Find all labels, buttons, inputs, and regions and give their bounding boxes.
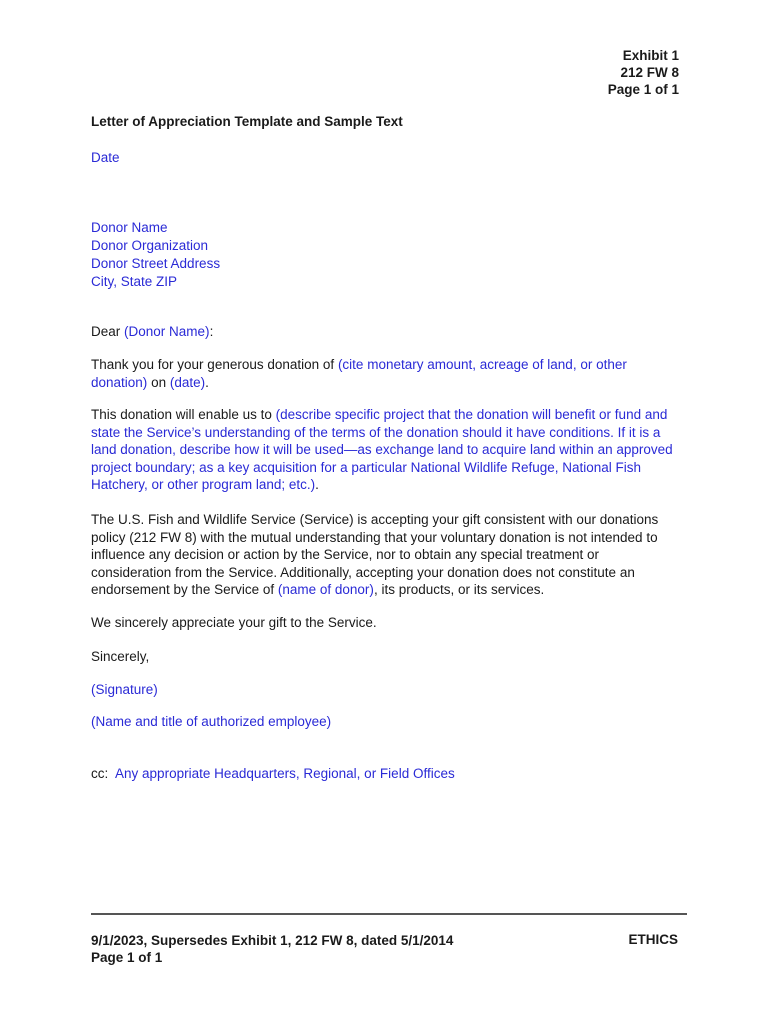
para2-text: This donation will enable us to xyxy=(91,407,272,422)
salutation-donor-name: (Donor Name) xyxy=(124,324,210,339)
para1-period: . xyxy=(205,374,209,390)
closing: Sincerely, xyxy=(91,649,150,664)
donor-city-state-zip: City, State ZIP xyxy=(91,274,178,289)
footer-date-line: 9/1/2023, Supersedes Exhibit 1, 212 FW 8, dated 5/1/2014 xyxy=(91,933,454,948)
salutation-dear: Dear xyxy=(91,324,121,339)
salutation-colon: : xyxy=(209,324,214,339)
footer-left xyxy=(91,932,453,966)
donor-address-block xyxy=(91,219,683,291)
donor-name: Donor Name xyxy=(91,220,168,235)
thank-you-paragraph xyxy=(91,356,683,391)
donation-amount-placeholder: (cite monetary amount, acreage of land, or other donation) xyxy=(91,357,627,390)
chapter-reference: 212 FW 8 xyxy=(620,65,679,80)
project-description-placeholder: (describe specific project that the donation will benefit or fund and state the Service’s understanding of the terms of the donation should it have conditions. If it is a land donation, describe how it will be used—as exchange land to acquire land within an approved project boundary; as a key acquisition for a particular National Wildlife Refuge, National Fish Hatchery, or other program land; etc.) xyxy=(91,407,673,493)
header-page-number: Page 1 of 1 xyxy=(607,82,679,97)
cc-label: cc: xyxy=(91,766,109,781)
donation-date-placeholder: (date) xyxy=(169,374,206,390)
signature-placeholder: (Signature) xyxy=(91,682,158,697)
para3-text: The U.S. Fish and Wildlife Service (Service) is accepting your gift consistent with our donations policy (212 FW 8) with the mutual understanding that your voluntary donation is not intended to influence any decision or action by the Service, nor to obtain any special treatment or consideration from the Service. Additionally, accepting your donation does not constitute an endorsement by the Service of xyxy=(91,512,659,598)
donor-organization: Donor Organization xyxy=(91,238,209,253)
footer-page-number: Page 1 of 1 xyxy=(91,950,163,965)
policy-paragraph xyxy=(91,511,683,599)
donor-name-placeholder: (name of donor) xyxy=(277,582,374,598)
purpose-paragraph xyxy=(91,406,683,494)
cc-recipients-placeholder: Any appropriate Headquarters, Regional, or Field Offices xyxy=(115,766,455,781)
exhibit-header xyxy=(608,47,679,98)
name-title-placeholder: (Name and title of authorized employee) xyxy=(91,714,332,729)
footer-section: ETHICS xyxy=(628,932,678,947)
para1-on: on xyxy=(151,374,167,390)
para3-text-end: , its products, or its services. xyxy=(373,582,545,598)
document-title: Letter of Appreciation Template and Sample Text xyxy=(91,114,403,129)
cc-line xyxy=(91,765,683,783)
date-placeholder: Date xyxy=(91,150,120,165)
donor-street-address: Donor Street Address xyxy=(91,256,221,271)
footer-divider xyxy=(91,913,687,915)
appreciation-paragraph: We sincerely appreciate your gift to the Service. xyxy=(91,615,377,630)
salutation xyxy=(91,323,683,341)
exhibit-number: Exhibit 1 xyxy=(622,48,679,63)
para1-text: Thank you for your generous donation of xyxy=(91,357,335,372)
para2-period: . xyxy=(315,477,319,493)
